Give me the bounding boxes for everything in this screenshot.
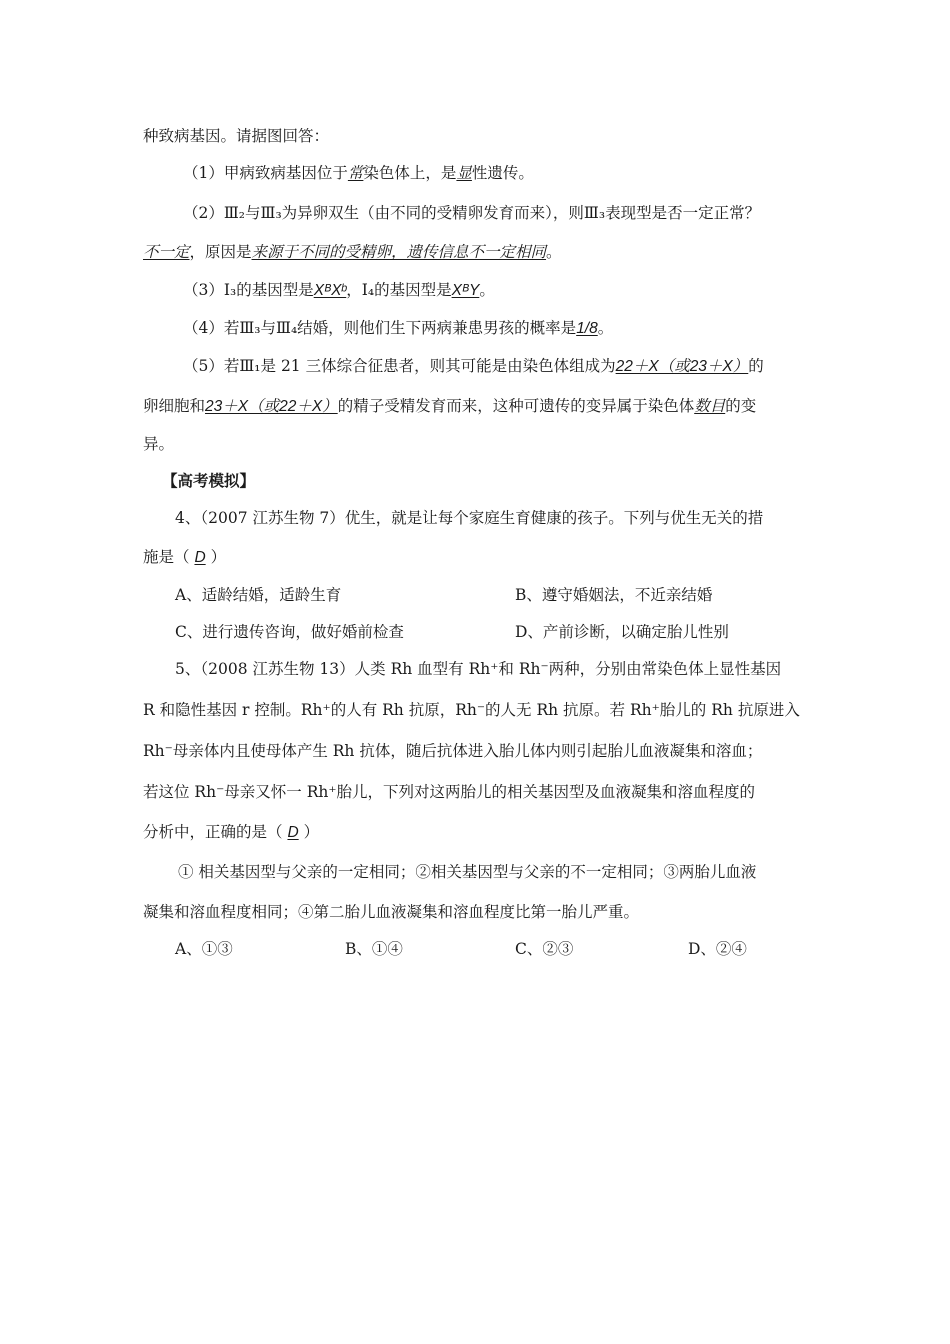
mc5-stem-suffix: ） xyxy=(303,823,320,841)
q2-answer-1: 不一定 xyxy=(143,244,190,261)
question-5-line-1 xyxy=(183,355,764,378)
mc5-option-a: A、①③ xyxy=(175,940,233,958)
q2-middle: ，原因是 xyxy=(189,243,252,261)
q4-answer: 1/8 xyxy=(576,320,598,337)
mc5-option-d: D、②④ xyxy=(688,940,747,958)
q3-middle: ，Ⅰ₄的基因型是 xyxy=(346,281,452,299)
mc4-line-2 xyxy=(143,546,226,569)
question-5-line-2 xyxy=(143,395,756,418)
mc5-line-5 xyxy=(143,821,319,844)
section-heading: 【高考模拟】 xyxy=(162,471,256,490)
mc5-line-2: R 和隐性基因 r 控制。Rh⁺的人有 Rh 抗原，Rh⁻的人无 Rh 抗原。若 Rh⁺胎儿的 Rh 抗原进入 xyxy=(143,701,800,719)
question-3 xyxy=(183,279,495,302)
q1-answer-1: 常 xyxy=(347,165,364,182)
mc4-option-c: C、进行遗传咨询，做好婚前检查 xyxy=(175,623,404,641)
q3-prefix: （3）Ⅰ₃的基因型是 xyxy=(183,281,314,299)
q5-line2-middle: 的精子受精发育而来，这种可遗传的变异属于染色体 xyxy=(337,397,695,415)
mc4-option-b: B、遵守婚姻法，不近亲结婚 xyxy=(515,586,713,604)
mc4-option-a: A、适龄结婚，适龄生育 xyxy=(175,586,342,604)
q5-prefix: （5）若Ⅲ₁是 21 三体综合征患者，则其可能是由染色体组成为 xyxy=(183,357,616,375)
mc4-stem-prefix: 施是（ xyxy=(143,548,190,566)
mc5-option-c: C、②③ xyxy=(515,940,574,958)
q1-answer-2: 显 xyxy=(456,165,472,182)
q1-suffix: 性遗传。 xyxy=(471,164,534,182)
mc4-line-1: 4、（2007 江苏生物 7）优生，就是让每个家庭生育健康的孩子。下列与优生无关的措 xyxy=(175,509,764,527)
question-5-line-3: 异。 xyxy=(143,435,175,453)
q2-suffix: 。 xyxy=(546,243,562,261)
question-2-line-2 xyxy=(143,241,562,264)
q3-answer-1: XᴮXᵇ xyxy=(313,282,347,299)
mc5-line-3: Rh⁻母亲体内且使母体产生 Rh 抗体，随后抗体进入胎儿体内则引起胎儿血液凝集和溶血； xyxy=(143,742,763,760)
q5-line2-suffix: 的变 xyxy=(725,397,757,415)
q5-answer-1: 22＋X（或23＋X） xyxy=(615,358,749,375)
mc4-stem-suffix: ） xyxy=(210,548,227,566)
q5-answer-2: 23＋X（或22＋X） xyxy=(205,398,338,415)
q4-suffix: 。 xyxy=(597,319,614,337)
mc5-statements-line-2: 凝集和溶血程度相同；④第二胎儿血液凝集和溶血程度比第一胎儿严重。 xyxy=(143,903,640,921)
q5-suffix-1: 的 xyxy=(748,357,764,375)
mc5-statements-line-1: ① 相关基因型与父亲的一定相同；②相关基因型与父亲的不一定相同；③两胎儿血液 xyxy=(178,863,757,881)
q1-prefix: （1）甲病致病基因位于 xyxy=(183,164,348,182)
question-2-line-1: （2）Ⅲ₂与Ⅲ₃为异卵双生（由不同的受精卵发育而来），则Ⅲ₃表现型是否一定正常？ xyxy=(183,204,761,222)
q4-prefix: （4）若Ⅲ₃与Ⅲ₄结婚，则他们生下两病兼患男孩的概率是 xyxy=(183,319,577,337)
q3-suffix: 。 xyxy=(479,281,495,299)
mc5-answer: D xyxy=(287,824,299,841)
q5-line2-prefix: 卵细胞和 xyxy=(143,397,206,415)
mc5-line-4: 若这位 Rh⁻母亲又怀一 Rh⁺胎儿，下列对这两胎儿的相关基因型及血液凝集和溶血程度的 xyxy=(143,783,756,801)
mc5-line-1: 5、（2008 江苏生物 13）人类 Rh 血型有 Rh⁺和 Rh⁻两种，分别由常染色体上显性基因 xyxy=(175,660,782,678)
q1-middle: 染色体上，是 xyxy=(363,164,457,182)
mc4-answer: D xyxy=(194,549,206,566)
q5-answer-3: 数目 xyxy=(694,398,726,415)
mc5-stem-prefix: 分析中，正确的是（ xyxy=(143,823,283,841)
question-4 xyxy=(183,317,613,340)
mc4-option-d: D、产前诊断，以确定胎儿性别 xyxy=(515,623,729,641)
q2-answer-2: 来源于不同的受精卵，遗传信息不一定相同 xyxy=(251,244,547,261)
intro-line: 种致病基因。请据图回答： xyxy=(143,127,330,145)
question-1 xyxy=(183,162,534,185)
mc5-option-b: B、①④ xyxy=(345,940,403,958)
q3-answer-2: XᴮY xyxy=(451,282,480,299)
